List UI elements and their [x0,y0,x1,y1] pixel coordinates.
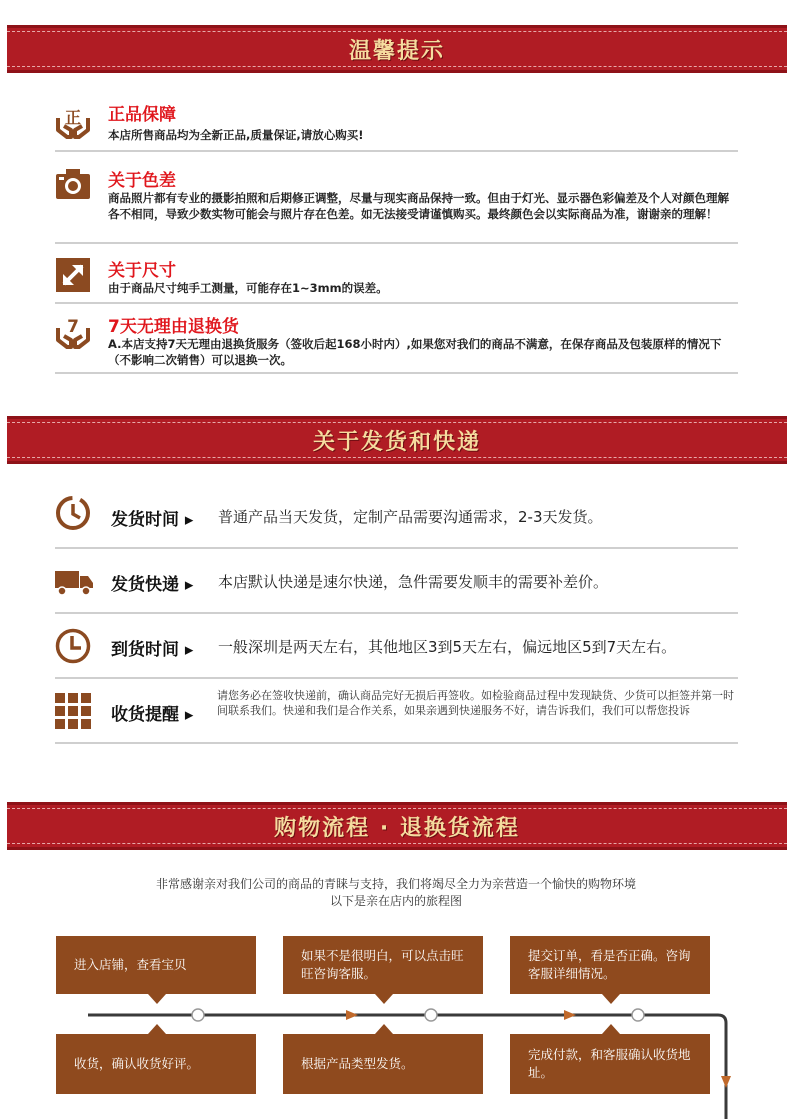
grid-icon [55,693,91,729]
tip-body: A.本店支持7天无理由退换货服务（签收后起168小时内）,如果您对我们的商品不满意，在保存商品及包装原样的情况下（不影响二次销售）可以退换一次。 [108,337,722,367]
hands-seven-icon [55,314,91,350]
flow-step [56,936,256,994]
clock-outline-icon [55,628,91,664]
flow-step [510,1034,710,1094]
flow-step [510,936,710,994]
flow-banner [7,802,787,850]
flow-step-text: 提交订单，看是否正确。咨询客服详细情况。 [528,948,691,981]
clock-icon [55,495,91,531]
tip-item-size [55,256,738,304]
tips-banner-title: 温馨提示 [348,38,445,64]
shipping-text: 普通产品当天发货，定制产品需要沟通需求，2-3天发货。 [218,508,603,526]
shipping-label: 收货提醒 ▸ [111,705,194,725]
flow-step-text: 进入店铺，查看宝贝 [74,957,187,972]
hands-authentic-icon [55,104,91,140]
flow-step-text: 完成付款，和客服确认收货地址。 [528,1047,691,1080]
tip-body: 商品照片都有专业的摄影拍照和后期修正调整，尽量与现实商品保持一致。但由于灯光、显示器色彩偏差及个人对颜色理解各不相同，导致少数实物可能会与照片存在色差。如无法接受请谨慎购买。最终颜色会以实际商品为准，谢谢亲的理解！ [108,191,729,221]
tip-item-color [55,166,738,244]
flow-step-text: 如果不是很明白，可以点击旺旺咨询客服。 [301,948,464,981]
shipping-banner [7,416,787,464]
tip-title: 关于尺寸 [108,261,176,281]
shipping-text: 本店默认快递是速尔快递，急件需要发顺丰的需要补差价。 [218,573,609,591]
flow-step-text: 根据产品类型发货。 [301,1056,414,1071]
tip-title: 正品保障 [108,105,176,125]
truck-icon [55,568,93,596]
shipping-text: 请您务必在签收快递前，确认商品完好无损后再签收。如检验商品过程中发现缺货、少货可以拒签并第一时间联系我们。快递和我们是合作关系，如果亲遇到快递服务不好，请告诉我们，我们可以帮您投诉 [217,689,734,717]
resize-arrow-icon [56,258,90,292]
flow-step [283,936,483,994]
tips-banner [7,25,787,73]
tip-body: 由于商品尺寸纯手工测量，可能存在1~3mm的误差。 [108,281,388,295]
flow-intro-line2: 以下是亲在店内的旅程图 [329,894,462,908]
shipping-banner-title: 关于发货和快递 [312,429,481,455]
shipping-label: 发货快递 ▸ [111,575,194,595]
shipping-text: 一般深圳是两天左右，其他地区3到5天左右，偏远地区5到7天左右。 [218,638,677,656]
flow-step [283,1034,483,1094]
shipping-item-receive-notice [55,688,738,744]
camera-icon [56,169,90,199]
shipping-item-arrival-time [55,624,738,679]
tip-item-return [55,312,738,374]
shipping-label: 到货时间 ▸ [111,640,194,660]
tip-title: 关于色差 [108,171,176,191]
tip-title: 7天无理由退换货 [108,317,239,337]
flow-intro-line1: 非常感谢亲对我们公司的商品的青睐与支持，我们将竭尽全力为亲营造一个愉快的购物环境 [155,877,636,891]
flow-step-text: 收货，确认收货好评。 [74,1056,200,1071]
svg-text:7: 7 [67,317,79,337]
shipping-item-courier [55,560,738,614]
tip-body: 本店所售商品均为全新正品,质量保证,请放心购买! [108,128,364,142]
shipping-label: 发货时间 ▸ [111,510,194,530]
svg-text:正: 正 [64,108,82,127]
tip-item-authentic [55,100,738,152]
shipping-item-send-time [55,493,738,549]
flow-step [56,1034,256,1094]
flow-banner-title: 购物流程 · 退换货流程 [274,815,520,841]
